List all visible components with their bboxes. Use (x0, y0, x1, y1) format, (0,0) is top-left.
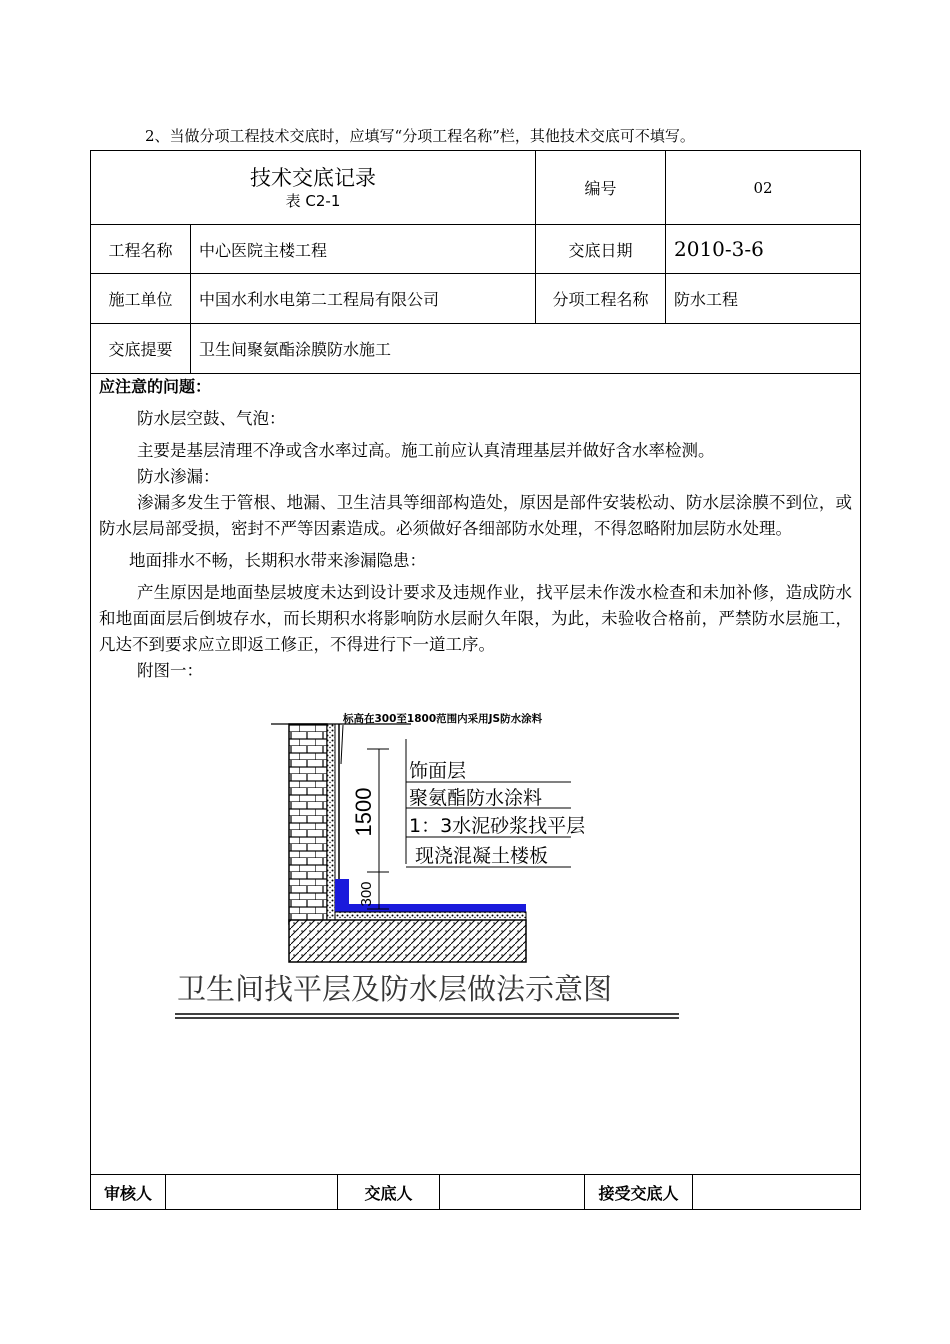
dimension-1500: 1500 (351, 787, 376, 837)
content-body (99, 374, 852, 684)
construction-unit-label: 施工单位 (91, 274, 191, 324)
reviewer-label: 审核人 (91, 1175, 166, 1210)
content-cell (91, 374, 861, 1175)
number-label: 编号 (536, 151, 666, 225)
disclosure-date-value: 2010-3-6 (666, 225, 861, 274)
layer-label-polyurethane: 聚氨酯防水涂料 (409, 787, 543, 809)
paragraph-6: 产生原因是地面垫层坡度未达到设计要求及违规作业，找平层未作泼水检查和未加补修，造成防水和地面面层后倒坡存水，而长期积水将影响防水层耐久年限，为此，未验收合格前，严禁防水层施工，凡达不到要求应立即返工修正，不得进行下一道工序。 (99, 583, 852, 654)
layer-label-slab: 现浇混凝土楼板 (415, 845, 549, 867)
subproject-name-label: 分项工程名称 (536, 274, 666, 324)
layer-label-finish: 饰面层 (409, 760, 467, 782)
paragraph-7: 附图一： (137, 661, 203, 680)
project-name-label: 工程名称 (91, 225, 191, 274)
paragraph-5: 地面排水不畅，长期积水带来渗漏隐患： (129, 551, 426, 570)
number-value: 02 (666, 151, 861, 225)
content-heading: 应注意的问题： (99, 377, 212, 396)
paragraph-4: 渗漏多发生于管根、地漏、卫生洁具等细部构造处，原因是部件安装松动、防水层涂膜不到位，或防水层局部受损，密封不严等因素造成。必须做好各细部防水处理，不得忽略附加层防水处理。 (99, 493, 852, 538)
disclosure-form (90, 150, 861, 1175)
discloser-signature-field[interactable] (440, 1175, 585, 1210)
summary-label: 交底提要 (91, 324, 191, 374)
form-title: 技术交底记录 (250, 165, 376, 190)
paragraph-3: 防水渗漏： (137, 467, 220, 486)
signature-table (90, 1174, 861, 1210)
layer-label-screed: 1：3水泥砂浆找平层 (409, 815, 586, 837)
discloser-label: 交底人 (338, 1175, 440, 1210)
receiver-label: 接受交底人 (585, 1175, 693, 1210)
paragraph-2: 主要是基层清理不净或含水率过高。施工前应认真清理基层并做好含水率检测。 (137, 441, 715, 460)
waterproof-detail-diagram (171, 704, 691, 1024)
construction-unit-value: 中国水利水电第二工程局有限公司 (191, 274, 536, 324)
instruction-note: 2、当做分项工程技术交底时，应填写“分项工程名称”栏，其他技术交底可不填写。 (145, 127, 695, 145)
top-annotation-leader (341, 725, 343, 764)
brick-wall (289, 724, 327, 924)
reviewer-signature-field[interactable] (166, 1175, 338, 1210)
project-name-value: 中心医院主楼工程 (191, 225, 536, 274)
top-annotation: 标高在300至1800范围内采用JS防水涂料 (343, 713, 543, 725)
summary-value: 卫生间聚氨酯涂膜防水施工 (191, 324, 861, 374)
dimension-300: 300 (358, 881, 375, 907)
figure-caption: 卫生间找平层及防水层做法示意图 (177, 972, 613, 1006)
paragraph-1: 防水层空鼓、气泡： (137, 409, 286, 428)
form-code: 表 C2-1 (285, 191, 341, 210)
concrete-slab (289, 920, 526, 962)
wall-plaster-layer (327, 724, 335, 924)
disclosure-date-label: 交底日期 (536, 225, 666, 274)
subproject-name-value: 防水工程 (666, 274, 861, 324)
receiver-signature-field[interactable] (693, 1175, 861, 1210)
screed-layer (335, 912, 526, 920)
form-title-cell (91, 151, 536, 225)
